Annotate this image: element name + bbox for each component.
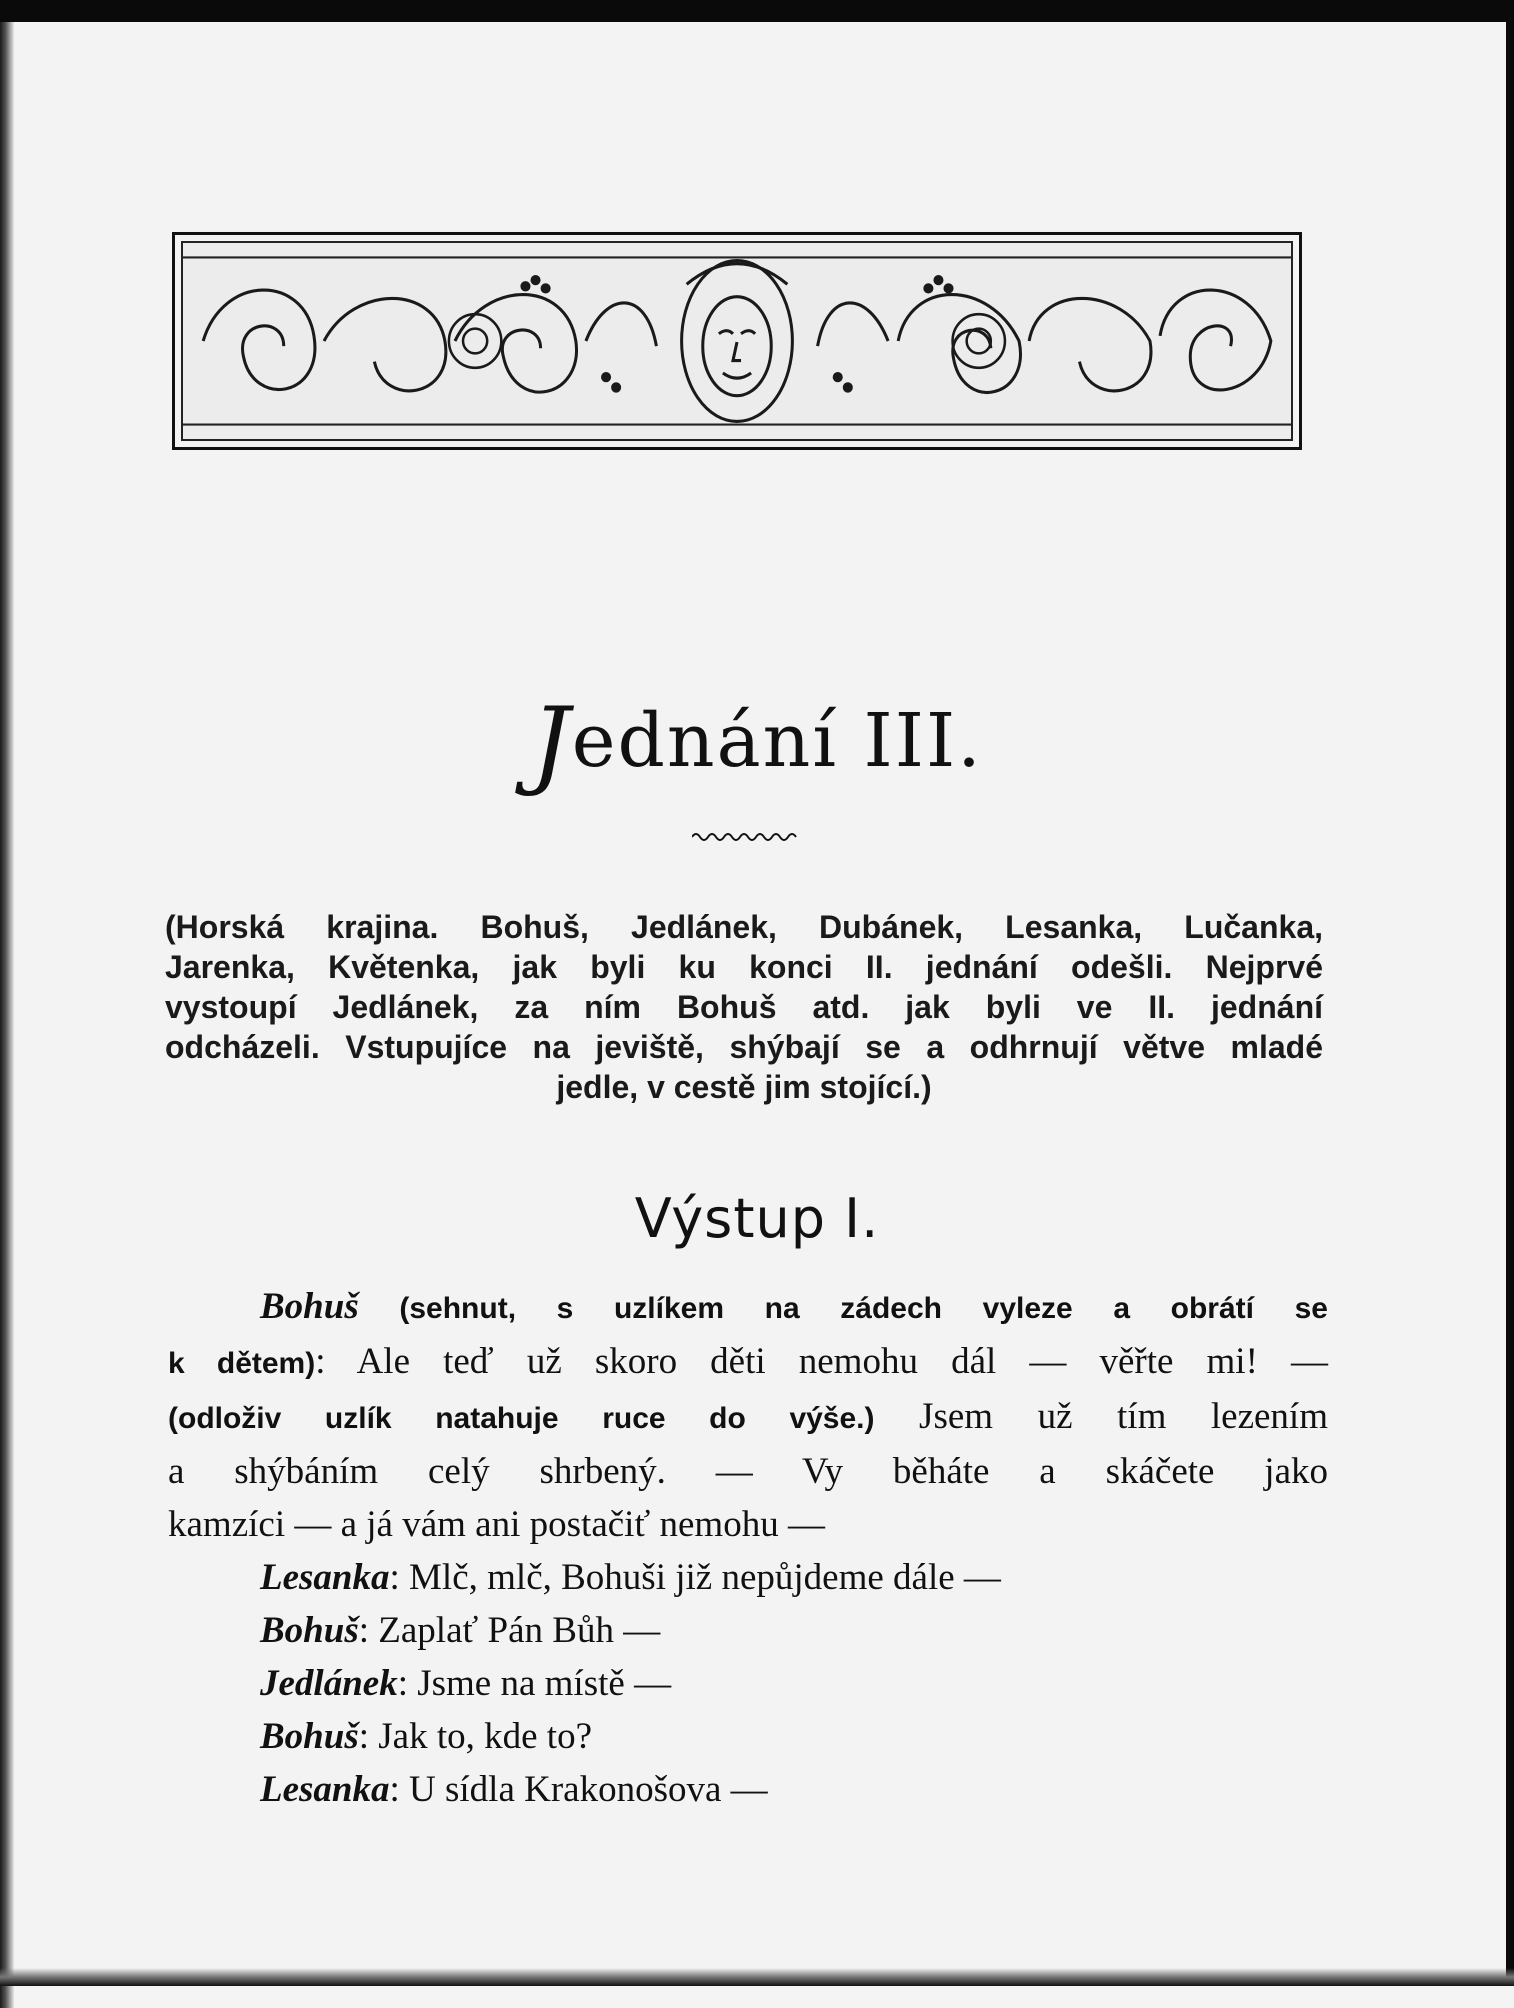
stage-direction-line: Jarenka, Květenka, jak byli ku konci II. jednání odešli. Nejprvé <box>165 949 1323 985</box>
stage-note: k dětem) <box>168 1347 316 1380</box>
stage-direction-line: vystoupí Jedlánek, za ním Bohuš atd. jak byli ve II. jednání <box>165 989 1323 1025</box>
stage-note: (sehnut, s uzlíkem na zádech vyleze a obrátí se <box>358 1292 1328 1325</box>
dialogue-text: : Zaplať Pán Bůh — <box>358 1610 661 1651</box>
stage-note: (odloživ uzlík natahuje ruce do výše.) <box>168 1402 875 1435</box>
dialogue-line <box>168 1551 1328 1604</box>
dialogue-text: : Jsme na místě — <box>397 1663 672 1704</box>
speaker-name: Bohuš <box>260 1286 359 1327</box>
act-title-text: ednání III. <box>571 698 983 784</box>
dialogue-line: kamzíci — a já vám ani postačiť nemohu — <box>168 1504 825 1545</box>
speaker-name: Lesanka <box>260 1769 390 1810</box>
speaker-name: Jedlánek <box>260 1663 398 1704</box>
dialogue-line <box>168 1710 1328 1763</box>
dialogue-text: : Ale teď už skoro děti nemohu dál — věřte mi! — <box>315 1341 1329 1382</box>
dialogue-line <box>168 1335 1328 1390</box>
dialogue-text: : Jak to, kde to? <box>358 1716 592 1757</box>
stage-direction <box>165 907 1323 1107</box>
dialogue-line <box>168 1604 1328 1657</box>
dialogue-line <box>168 1390 1328 1445</box>
dialogue <box>168 1280 1328 1816</box>
ornamental-headpiece <box>172 232 1302 450</box>
scan-edge-bottom <box>0 1968 1514 1986</box>
act-title-initial: J <box>531 687 572 799</box>
act-title <box>0 687 1514 799</box>
dialogue-text: Jsem už tím lezením <box>874 1396 1328 1437</box>
stage-direction-line: odcházeli. Vstupujíce na jeviště, shýbají se a odhrnují větve mladé <box>165 1029 1323 1065</box>
speaker-name: Lesanka <box>260 1557 390 1598</box>
dialogue-text: : Mlč, mlč, Bohuši již nepůjdeme dále — <box>389 1557 1001 1598</box>
dialogue-line <box>168 1280 1328 1335</box>
scan-edge-left <box>0 22 14 2008</box>
dialogue-text: : U sídla Krakonošova — <box>389 1769 768 1810</box>
stage-direction-line: jedle, v cestě jim stojící.) <box>556 1069 932 1105</box>
dialogue-line <box>168 1763 1328 1816</box>
dialogue-line <box>168 1657 1328 1710</box>
speaker-name: Bohuš <box>260 1610 359 1651</box>
dialogue-line: a shýbáním celý shrbený. — Vy běháte a skáčete jako <box>168 1451 1328 1492</box>
scene-title: Výstup I. <box>634 1187 880 1250</box>
speaker-name: Bohuš <box>260 1716 359 1757</box>
ornament-illustration <box>183 243 1291 439</box>
stage-direction-line: (Horská krajina. Bohuš, Jedlánek, Dubánek, Lesanka, Lučanka, <box>165 909 1323 945</box>
decorative-squiggle <box>692 830 798 844</box>
